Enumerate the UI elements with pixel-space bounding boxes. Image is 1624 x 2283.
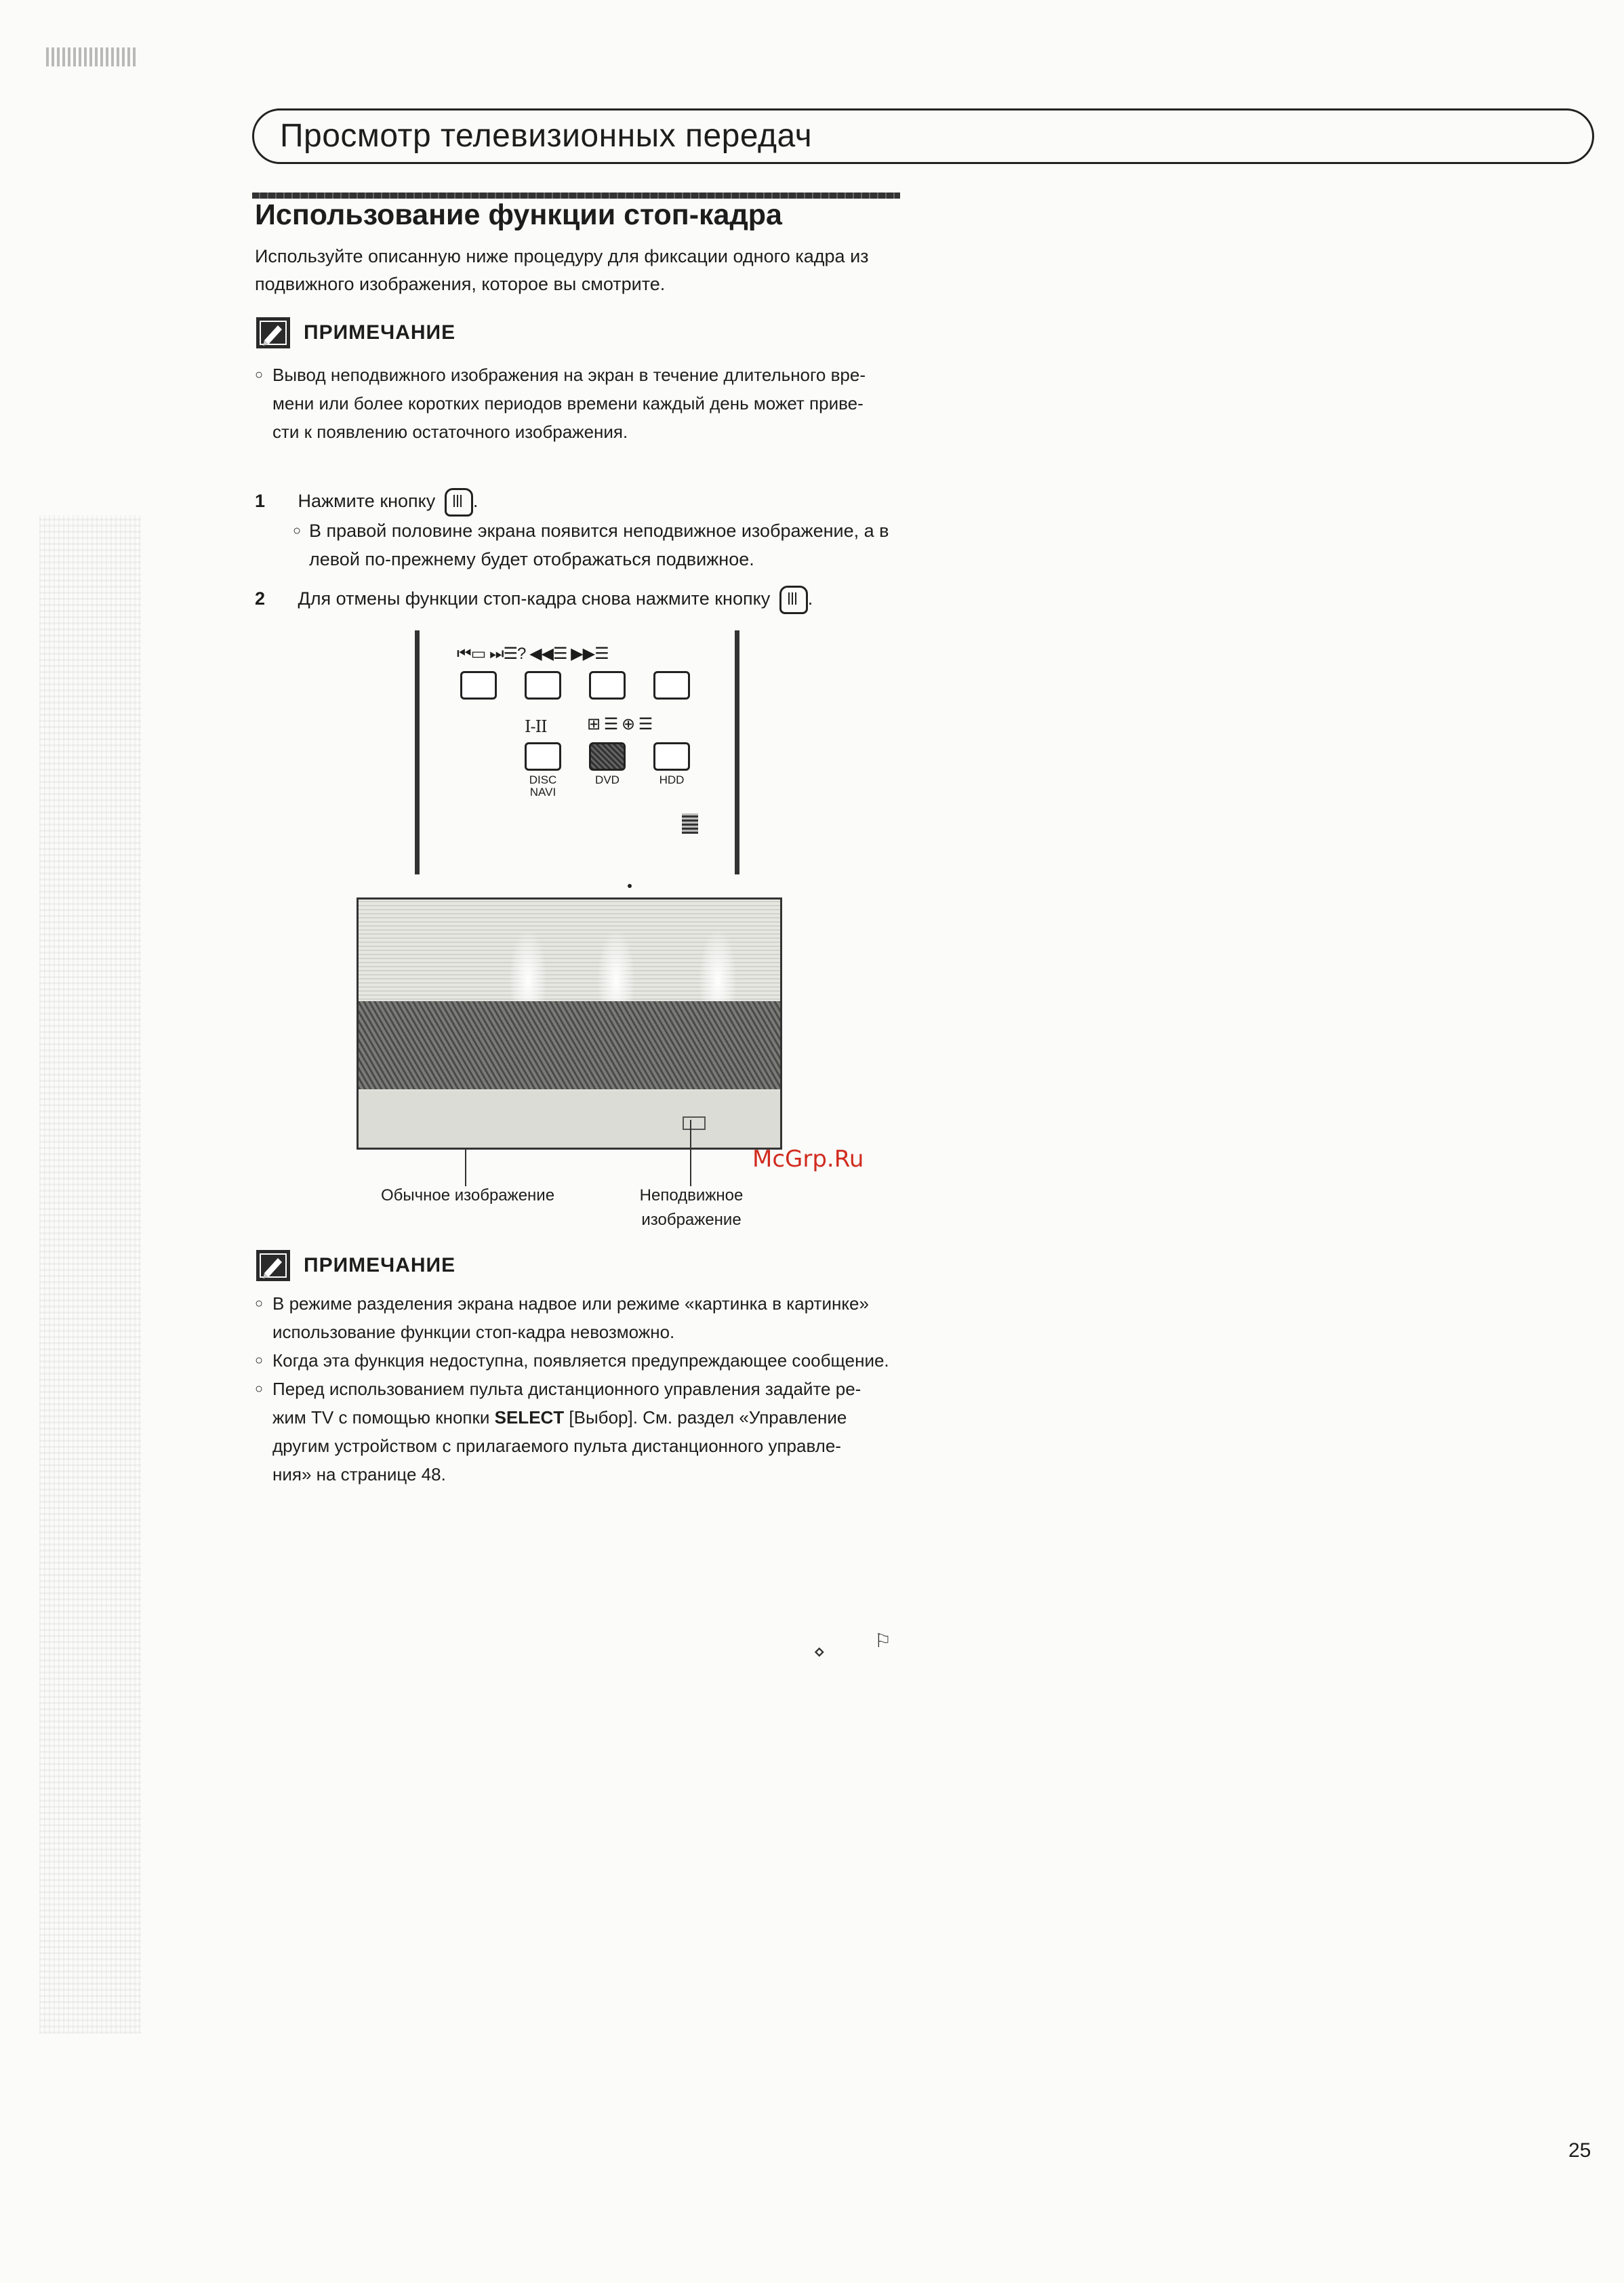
freeze-indicator-icon — [683, 1116, 706, 1130]
screen-landscape — [359, 1001, 780, 1089]
remote-button-rewind[interactable] — [589, 671, 626, 700]
remote-button-forward[interactable] — [653, 671, 690, 700]
remote-logo-mark — [682, 813, 698, 834]
note-header-2 — [255, 1249, 455, 1282]
note-header-1 — [255, 316, 455, 350]
note-title: ПРИМЕЧАНИЕ — [304, 321, 456, 344]
caption-line: Неподвижное — [639, 1186, 744, 1205]
screen-bottom-strip — [359, 1091, 780, 1150]
note-list-2 — [255, 1289, 906, 1489]
figure-dot — [628, 884, 632, 888]
remote-audio-label: I-II — [525, 717, 547, 736]
note-item — [255, 1375, 906, 1489]
remote-control-diagram — [409, 630, 748, 874]
section-intro — [255, 243, 906, 298]
chapter-title: Просмотр телевизионных передач — [280, 118, 813, 154]
note-line: использование функции стоп-кадра невозможно. — [272, 1322, 675, 1342]
select-key-label: SELECT — [494, 1407, 565, 1428]
intro-line: подвижного изображения, которое вы смотрите. — [255, 274, 666, 294]
substep-line: В правой половине экрана появится неподвижное изображение, а в — [309, 520, 889, 541]
note-line: Перед использованием пульта дистанционного управления задайте ре- — [272, 1379, 861, 1399]
remote-button-disc-navi[interactable] — [525, 742, 561, 771]
step-text: Нажмите кнопку — [298, 491, 436, 511]
remote-button-hdd[interactable] — [653, 742, 690, 771]
step-number: 2 — [255, 588, 266, 609]
remote-button-prev[interactable] — [460, 671, 497, 700]
note-item — [255, 361, 906, 446]
note-item — [255, 1289, 906, 1346]
tv-screen-illustration — [357, 897, 782, 1150]
scan-edge-noise — [39, 515, 141, 2034]
leader-line-right — [690, 1120, 691, 1186]
note-line: Когда эта функция недоступна, появляется предупреждающее сообщение. — [272, 1350, 889, 1371]
step-2: 2 Для отмены функции стоп-кадра снова нажмите кнопку . — [255, 584, 919, 614]
caption-line: изображение — [641, 1211, 742, 1229]
scan-mark: ⚐ — [874, 1630, 892, 1651]
caption-normal-image: Обычное изображение — [380, 1186, 555, 1205]
step-number: 1 — [255, 491, 266, 511]
step-substep — [255, 517, 919, 573]
note-pencil-icon — [255, 316, 291, 350]
section-title: Использование функции стоп-кадра — [255, 199, 782, 231]
substep-line: левой по-прежнему будет отображаться подвижное. — [309, 548, 754, 569]
note-line: другим устройством с прилагаемого пульта дистанционного управле- — [272, 1436, 841, 1456]
scan-mark: ⋄ — [813, 1641, 826, 1662]
note-line: Вывод неподвижного изображения на экран в течение длительного вре- — [272, 365, 866, 385]
remote-button-next[interactable] — [525, 671, 561, 700]
note-line: ния» на странице 48. — [272, 1464, 446, 1484]
remote-row2-symbols: ⊞ ☰ ⊕ ☰ — [587, 715, 653, 733]
remote-body-edges — [409, 630, 748, 874]
note-list-1 — [255, 361, 906, 446]
scan-corner-mark — [46, 47, 138, 66]
freeze-button-icon — [779, 586, 808, 614]
remote-row1-symbols: ⏮▭ ⏭☰? ◀◀☰ ▶▶☰ — [457, 645, 609, 663]
step-text: Для отмены функции стоп-кадра снова нажмите кнопку — [298, 588, 771, 609]
note-line: жим TV с помощью кнопки — [272, 1407, 495, 1428]
note-pencil-icon — [255, 1249, 291, 1282]
note-line: сти к появлению остаточного изображения. — [272, 422, 628, 442]
caption-still-image — [590, 1184, 793, 1232]
chapter-header — [252, 108, 1594, 164]
screen-sky — [359, 900, 780, 1008]
watermark: McGrp.Ru — [752, 1146, 864, 1173]
note-title: ПРИМЕЧАНИЕ — [304, 1254, 456, 1276]
remote-button-freeze[interactable] — [589, 742, 626, 771]
freeze-button-icon — [445, 488, 473, 517]
page-number: 25 — [1568, 2139, 1591, 2162]
intro-line: Используйте описанную ниже процедуру для фиксации одного кадра из — [255, 246, 869, 266]
remote-label-dvd: DVD — [595, 773, 620, 786]
step-1: 1 Нажмите кнопку . ○ В правой половине экрана появится неподвижное изображение, а в левой по-прежнему будет отображаться подвижное. — [255, 487, 919, 573]
remote-label-hdd: HDD — [659, 773, 685, 786]
note-line: В режиме разделения экрана надвое или режиме «картинка в картинке» — [272, 1293, 869, 1314]
note-item — [255, 1346, 906, 1375]
note-line: мени или более коротких периодов времени каждый день может приве- — [272, 393, 864, 413]
section-rule — [252, 193, 900, 199]
note-line: [Выбор]. См. раздел «Управление — [564, 1407, 847, 1428]
remote-label-disc-navi: DISC NAVI — [529, 773, 557, 799]
leader-line-left — [465, 1150, 466, 1186]
